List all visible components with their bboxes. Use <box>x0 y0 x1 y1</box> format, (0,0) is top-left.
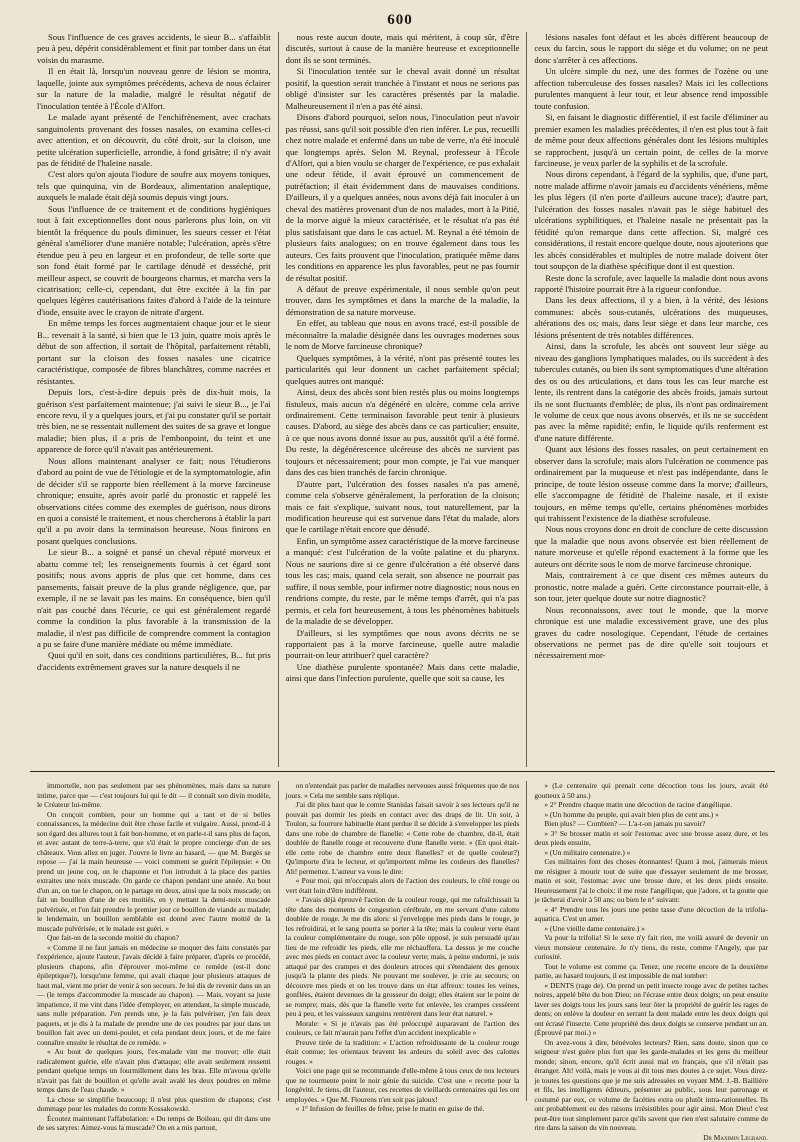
paragraph: A défaut de preuve expérimentale, il nous semble qu'on peut trouver, dans les symptômes et dans la marche de la maladie, la démonstration de sa nature morveuse. <box>286 284 520 318</box>
paragraph: » (Le centenaire qui prenait cette décoction tous les jours, avait été goutteux à 50 ans.) <box>534 781 768 800</box>
paragraph: Mais, contrairement à ce que disent ces mêmes auteurs du pronostic, notre malade a guéri. Cette circonstance pourrait-elle, à son tour, jeter quelque doute sur notre diagnostic? <box>534 570 768 604</box>
paragraph: Le sieur B... a soigné et pansé un cheval réputé morveux et abattu comme tel; les renseignements fournis à cet égard sont positifs; nous avons appris de plus que cet homme, dans ces pansements, faisait preuve de la plus grande négligence, que, par exemple, il ne se lavait pas les mains. En conséquence, bien qu'il n'ait pas couché dans l'écurie, ce qui est généralement regardé comme la condition la plus favorable à la transmission de la maladie, il n'est pas difficile de comprendre comment la contagion a pu se faire d'une manière médiate ou même immédiate. <box>37 547 271 650</box>
paragraph: Dans les deux affections, il y a bien, à la vérité, des lésions communes: abcès sous-cutanés, ulcérations des muqueuses, altérations des os; mais, dans leur siège et dans leur marche, ces lésions présentent de très notables différences. <box>534 295 768 341</box>
paragraph: lésions nasales font défaut et les abcès diffèrent beaucoup de ceux du farcin, sous le rapport du siège et du volume; on ne peut donc s'arrêter à ces affections. <box>534 32 768 66</box>
paragraph: On conçoit combien, pour un homme qui a tant et de si belles connaissances, la médecine doit être chose facile et vulgaire. Aussi, prend-il à son égard des allures tout à fait bon-homme, et en parle-t-il sans plus de façon, et avec autant de terre-à-terre, que s'il était le propre concierge d'un de ses châteaux. Vous allez en juger. J'ouvre le livre au hasard, — que M. Burgès se repose — j'ai la main heureuse — voici comment se guérit l'épilepsie: « On prend un jeune coq, on le chaponne et l'on introduit à la place des parties extraites une noix muscade. On garde ce chapon pendant une année. Au bout d'un an, on tue le chapon, on le partage en deux, ainsi que la noix muscade; on fait un bouillon d'une de ces moitiés, en y mettant la demi-noix muscade pulvérisée, et l'on fait prendre le premier jour ce bouillon de viande au malade; le lendemain, un bouillon semblable est donné avec l'autre moitié de la muscade pulvérisée, et le malade est guéri. » <box>37 810 271 934</box>
page-number: 600 <box>0 12 800 29</box>
paragraph: » 2° Prendre chaque matin une décoction de racine d'angélique. <box>534 800 768 810</box>
paragraph: Voici une page qui se recommande d'elle-même à tous ceux de nos lecteurs que ne tourmente point le noir génie du suicide. C'est une « recette pour la longévité. Je tiens, dit l'auteur, ces recettes de vieillards centenaires qui les ont employées. » Que M. Flourens n'en soit pas jaloux! <box>286 1066 520 1104</box>
main-article-column-1 <box>30 32 278 767</box>
paragraph: Enfin, un symptôme assez caractéristique de la morve farcineuse a manqué: c'est l'ulcération de la voûte palatine et du pharynx. Nous ne saurions dire si ce genre d'ulcération a été observé dans tous les cas; mais, quand cela serait, son absence ne pourrait pas suffire, il nous semble, pour infirmer notre diagnostic; nous nous en rendrions compte, du reste, par le même temps d'arrêt, qui n'a pas permis, et cela fort heureusement, à tous les phénomènes habituels de la maladie de se développer. <box>286 536 520 628</box>
feuilleton-column-3 <box>526 781 775 1101</box>
paragraph: Si l'inoculation tentée sur le cheval avait donné un résultat positif, la question serait tranchée à l'instant et nous ne serions pas obligé d'insister sur les caractères présentés par la maladie. Malheureusement il n'en a pas été ainsi. <box>286 66 520 112</box>
paragraph: » (Un homme du peuple, qui avait bien plus de cent ans.) » <box>534 810 768 820</box>
paragraph: Tout le volume est comme ça. Tenez, une recette encore de la deuxième partie, au hasard toujours, il est impossible de mal tomber: <box>534 962 768 981</box>
paragraph: » (Un militaire centenaire.) » <box>534 848 768 858</box>
paragraph: Ainsi, dans la scrofule, les abcès ont souvent leur siège au niveau des ganglions lymphatiques malades, ou ils succèdent à des tubercules cutanés, ou bien ils sont symptomatiques d'une altération des os ou des articulations, et dans tous les cas leur marche est lente, ils rentrent dans la catégorie des abcès froids, jamais surtout ils ne sont fluctuants d'emblée; de plus, ils n'ont pas ordinairement le volume de ceux que nous avons observés, et ils ne se succèdent pas avec la même rapidité; enfin, le liquide qu'ils renferment est d'une nature différente. <box>534 341 768 444</box>
paragraph: Ces militaires font des choses étonnantes! Quant à moi, j'aimerais mieux me résigner à mourir tout de suite que d'essayer seulement de me brosser, matin et soir, l'estomac avec une brosse dure, et les deux pieds ensuite. Heureusement j'ai le choix: il me reste l'angélique, que j'adore, et la goutte que je tâcherai d'avoir à 50 ans; ou bien le n° suivant: <box>534 857 768 905</box>
paragraph: D'autre part, l'ulcération des fosses nasales n'a pas amené, comme cela s'observe généralement, la perforation de la cloison; mais ce fait s'explique, suivant nous, tout naturellement, par la modification heureuse qui est survenue dans l'état du malade, alors que le cartilage n'était encore que dénudé. <box>286 479 520 536</box>
paragraph: On avez-vous à dire, bénévoles lecteurs? Rien, sans doute, sinon que ce seigneur n'est guère plus fort que les garde-malades et les gens du meilleur monde; sinon, encore, qu'il écrit aussi mal en français, que s'il n'était pas étranger. Ah! voilà, mais je vous ai dit tous mes doutes à ce sujet. Vous direz-je toutes les questions que je me suis adressées en voyant MM. J.-B. Baillière et fils, les intelligents éditeurs, présenter au public, sous leur patronage et costumé par eux, ce volume de facéties extra ou plutôt intra-rationnelles. Ils ont probablement eu des raisons irrésistibles pour agir ainsi. Mon Dieu! c'est peut-être tout simplement parce qu'ils savent que rien n'est salutaire comme de rire dans la saison du vin nouveau. <box>534 1038 768 1133</box>
main-article-column-3 <box>526 32 775 767</box>
paragraph: » 3° Se brosser matin et soir l'estomac avec une brosse assez dure, et les deux pieds ensuite, <box>534 829 768 848</box>
paragraph: Quant aux lésions des fosses nasales, on peut certainement en observer dans la scrofule; mais alors l'ulcération ne commence pas ordinairement par la muqueuse et n'est pas indépendante, dans le principe, de toute lésion osseuse comme dans la morve; d'ailleurs, elle s'accompagne de fétidité de l'haleine nasale, et il existe toujours, en même temps qu'elle, certains phénomènes morbides qui trahissent l'existence de la diathèse scrofuleuse. <box>534 444 768 524</box>
paragraph: Sous l'influence de ces graves accidents, le sieur B... s'affaiblit peu à peu, dépérit considérablement et finit par tomber dans un état voisin du marasme. <box>37 32 271 66</box>
paragraph: » (Une vieille dame centenaire.) » <box>534 924 768 934</box>
author-signature: Dr Maximin Legrand. <box>534 1133 768 1142</box>
paragraph: Depuis lors, c'est-à-dire depuis près de dix-huit mois, la guérison s'est parfaitement maintenue; j'ai suivi le sieur B..., je l'ai encore revu, il y a quelques jours, et j'ai pu constater qu'il se portait très bien, ne se ressentait nullement des suites de sa grave et longue maladie; bien plus, il a pris de l'embonpoint, du teint et une apparence de force qu'il n'avait pas antérieurement. <box>37 387 271 456</box>
paragraph: Nous dirons cependant, à l'égard de la syphilis, que, d'une part, notre malade affirme n'avoir jamais eu d'accidents vénériens, même les plus légers (il n'en porte d'ailleurs aucune trace); d'autre part, l'ulcération des fosses nasales n'avait pas le siège habituel des ulcérations syphilitiques, et l'haleine nasale ne présentait pas la fétidité qu'on remarque dans cette affection. Si, malgré ces considérations, il restait encore quelque doute, nous ajouterions que les abcès considérables et multiples de notre malade doivent ôter tout soupçon de la diathèse spécifique dont il est question. <box>534 169 768 272</box>
paragraph: Nous reconnaissons, avec tout le monde, que la morve chronique est une maladie excessivement grave, une des plus graves du cadre nosologique. Cependant, l'étude de certaines observations ne permet pas de dire qu'elle soit toujours et nécessairement mor- <box>534 605 768 662</box>
feuilleton-column-2 <box>278 781 527 1101</box>
paragraph: Quelques symptômes, à la vérité, n'ont pas présenté toutes les particularités qui leur donnent un cachet parfaitement spécial; quelques autres ont manqué: <box>286 353 520 387</box>
paragraph: Quoi qu'il en soit, dans ces conditions particulières, B... fut pris d'accidents extrêmement graves sur la nature desquels il ne <box>37 650 271 673</box>
paragraph: Va pour la trifolia! Si le sexe n'y fait rien, me voilà assuré de devenir un vieux monsieur centenaire. Je n'y tiens, du reste, comme l'Angely, que par curiosité. <box>534 933 768 962</box>
paragraph: « Comme il ne faut jamais en médecine se moquer des faits constatés par l'expérience, ajoute l'auteur, j'avais décidé à faire préparer, d'après ce procédé, plusieurs chapons, afin d'éprouver moi-même ce remède (est-il donc épileptique?), lorsqu'une femme, qui avait chaque jour plusieurs attaques de haut mal, vient me prier de venir à son secours. Je lui dis de revenir dans un an — (le temps d'accommoder la muscade au chapon). — Mais, voyant sa juste impatience, il me vint dans l'idée d'employer, en attendant, la simple muscade, sans nulle préparation. J'en prends une, je la fais pulvériser, j'en fais deux paquets, et je dis à la malade de prendre une de ces poudres par jour dans un bouillon fait avec un demi-poulet, et cela pendant deux jours, et de me faire connaître ensuite le résultat de ce remède. » <box>37 943 271 1048</box>
paragraph: Bien plus? — Combien? — L'a-t-on jamais pu savoir? <box>534 819 768 829</box>
paragraph: D'ailleurs, si les symptômes que nous avons décrits ne se rapportaient pas à la morve farcineuse, quelle autre maladie pourrait-on leur attribuer? quel caractère? <box>286 628 520 662</box>
feuilleton-separator-rule <box>30 771 775 772</box>
paragraph: Le malade ayant présenté de l'enchifrènement, avec crachats sanguinolents provenant des fosses nasales, on examina celles-ci avec attention, et on découvrit, du côté droit, sur la cloison, une petite ulcération superficielle, arrondie, à fond grisâtre; il n'y avait pas de fétidité de l'haleine nasale. <box>37 112 271 169</box>
paragraph: « 1° Infusion de feuilles de frêne, prise le matin en guise de thé. <box>286 1104 520 1114</box>
paragraph: Écoutez maintenant l'affabulation: « Du temps de Boileau, qui dit dans une de ses satyres: Aimez-vous la muscade? On en a mis partout, <box>37 1114 271 1133</box>
paragraph: Morale: « Si je n'avais pas été préoccupé auparavant de l'action des couleurs, ce fait m'aurait paru l'effet d'un accident inexplicable » <box>286 1019 520 1038</box>
paragraph: nous reste aucun doute, mais qui méritent, à coup sûr, d'être discutés, surtout à cause de la manière heureuse et exceptionnelle dont ils se sont terminés. <box>286 32 520 66</box>
paragraph: Nous nous croyons donc en droit de conclure de cette discussion que la maladie que nous avons observée est bien réellement de nature morveuse et qu'elle répond exactement à la forme que les auteurs ont décrite sous le nom de morve farcineuse chronique. <box>534 524 768 570</box>
paragraph: Disons d'abord pourquoi, selon nous, l'inoculation peut n'avoir pas réussi, sans qu'il soit possible d'en rien inférer. Le pus, recueilli chez notre malade et enfermé dans un tube de verre, n'a été inoculé que longtemps après. Selon M. Reynal, professeur à l'École d'Alfort, qui a bien voulu se charger de l'expérience, ce pus exhalait une odeur fétide, il avait éprouvé un commencement de putréfaction; il était évidemment dans de mauvaises conditions. D'ailleurs, il y a quelques années, nous avons déjà fait inoculer à un cheval des matières provenant d'un de nos malades, mort à la Pitié, de la morve aiguë la mieux caractérisée, et le résultat n'a pas été plus satisfaisant que dans le cas actuel. M. Reynal a été témoin de plusieurs faits analogues; on en trouve également dans tous les auteurs. Ces faits prouvent que l'inoculation, pratiquée même dans les conditions en apparence les plus favorables, peut ne pas fournir de résultat positif. <box>286 112 520 284</box>
paragraph: on n'entendait pas parler de maladies nerveuses aussi fréquentes que de nos jours. » Cela me semble sans réplique. <box>286 781 520 800</box>
paragraph: Si, en faisant le diagnostic différentiel, il est facile d'éliminer au premier examen les maladies précédentes, il n'en est plus tout à fait de même pour deux affections générales dont les lésions multiples se rapprochent, jusqu'à un certain point, de celles de la morve farcineuse, je veux parler de la syphilis et de la scrofule. <box>534 112 768 169</box>
feuilleton <box>30 781 775 1101</box>
paragraph: En effet, au tableau que nous en avons tracé, est-il possible de méconnaître la maladie désignée dans les ouvrages modernes sous le nom de Morve farcineuse chronique? <box>286 318 520 352</box>
paragraph: immortelle, non pas seulement par ses phénomènes, mais dans sa nature intime, parce que — c'est toujours lui qui le dit — il connaît son divin modèle, le Créateur lui-même. <box>37 781 271 810</box>
paragraph: Que fait-on de la seconde moitié du chapon? <box>37 933 271 943</box>
paragraph: J'ai dit plus haut que le comte Stanislas faisait savoir à ses lecteurs qu'il ne pouvait pas dormir les pieds en contact avec des draps de lit. Un soir, à Toulon, sa fourrure habituelle étant perdue il se décide à s'envelopper les pieds dans une robe de chambre de flanelle: « Cette robe de chambre, dit-il, était doublée de flanelle rouge et recouverte d'une flanelle verte. » (En quoi était-elle cette robe de chambre entre deux flanelles? et de quelle couleur?) Qu'importe d'ira le lecteur, et qu'importent même les couleurs des flanelles? Ah! permettez. L'auteur va vous le dire: <box>286 800 520 876</box>
paragraph: En même temps les forces augmentaient chaque jour et le sieur B... revenait à la santé, si bien que le 13 juin, quatre mois après le début de son affection, il sortait de l'hôpital, parfaitement rétabli, portant sur la cloison des fosses nasales une cicatrice caractéristique, composée de fibres blanchâtres, comme nacrées et résistantes. <box>37 318 271 387</box>
paragraph: « Au bout de quelques jours, l'ex-malade vint me trouver; elle était radicalement guérie, elle n'avait plus d'attaque; elle avait seulement ressenti pendant quelque temps un fourmillement dans les bras. Elle m'avoua qu'elle n'avait pas fait de bouillon et qu'elle avait avalé les deux poudres en même temps dans de l'eau chaude. » <box>37 1047 271 1095</box>
paragraph: « J'avais déjà éprouvé l'action de la couleur rouge, qui me rafraîchissait la tête dans des moments de congestion cérébrale, en me servant d'une calotte doublée de rouge. Je me dis alors: si j'enveloppe mes pieds dans le rouge, je les refroidirai, et le sang pourra se porter à la tête; mais la couleur verte étant la couleur complémentaire du rouge, son pôle opposé, je suis persuadé qu'au lieu de me refroidir les pieds, elle me réchauffera. La dessus je me couche avec mes pieds en contact avec la couleur verte; mais, à peine endormi, je suis attaqué par des crampes et des douleurs atroces qui s'étendaient des genoux jusqu'à la plante des pieds. Ne pouvant me soulever, je crie au secours; on découvre mes pieds et on les trouve dans un état affreux: toutes les veines, gonflées, étaient devenues de la grosseur du doigt; elles étaient sur le point de se rompre; mais, dès que la flanelle verte fut enlevée, les crampes cessèrent peu à peu, et les vaisseaux sanguins rentrèrent dans leur état naturel. » <box>286 895 520 1019</box>
paragraph: La chose se simplifie beaucoup; il n'est plus question de chapons; c'est dommage pour les malades du comte Kossakowski. <box>37 1095 271 1114</box>
paragraph: Reste donc la scrofule, avec laquelle la maladie dont nous avons rapporté l'histoire pourrait être à la rigueur confondue. <box>534 273 768 296</box>
paragraph: « 4° Prendre tous les jours une petite tasse d'une décoction de la trifolia-aquatica. C'est un amer. <box>534 905 768 924</box>
paragraph: Il en était là, lorsqu'un nouveau genre de lésion se montra, laquelle, jointe aux symptômes précédents, acheva de nous éclairer sur la nature de la maladie, malgré le résultat négatif de l'inoculation tentée à l'École d'Alfort. <box>37 66 271 112</box>
paragraph: Sous l'influence de ce traitement et de conditions hygiéniques tout à fait exceptionnelles dont nous parlerons plus loin, on vit bientôt la fréquence du pouls diminuer, les sueurs cesser et l'état général s'améliorer d'une manière notable; l'ulcération, après s'être étendue peu à peu en largeur et en profondeur, de telle sorte que son fond était formé par le cartilage dénudé et desséché, prit meilleur aspect, se couvrit de bourgeons charnus, et marcha vers la cicatrisation; celle-ci, cependant, dut être excitée à la fin par quelques légères cautérisations faites d'abord à l'aide de la teinture d'iode, ensuite avec le crayon de nitrate d'argent. <box>37 204 271 319</box>
feuilleton-column-1 <box>30 781 278 1101</box>
paragraph: Une diathèse purulente spontanée? Mais dans cette maladie, ainsi que dans l'infection purulente, quelle que soit sa cause, les <box>286 662 520 685</box>
paragraph: C'est alors qu'on ajouta l'iodure de soufre aux moyens toniques, tels que quinquina, vin de Bordeaux, alimentation analeptique, auxquels le malade était déjà soumis depuis vingt jours. <box>37 169 271 203</box>
paragraph: « Pour moi, qui m'occupais alors de l'action des couleurs, le côté rouge ou vert était loin d'être indifférent. <box>286 876 520 895</box>
paragraph: Un ulcère simple du nez, une des formes de l'ozène ou une affection tuberculeuse des fosses nasales? Mais ici les collections purulentes manquent à leur tour, et leur absence rend impossible toute confusion. <box>534 66 768 112</box>
paragraph: Nous allons maintenant analyser ce fait; nous l'étudierons d'abord au point de vue de l'étiologie et de la symptomatologie, afin de décider s'il se rapporte bien réellement à la morve farcineuse chronique; ensuite, après avoir parlé du pronostic et rappelé les observations citées comme des exemples de guérison, nous dirons en quoi a consisté le traitement, et nous chercherons à établir la part qu'il a pu avoir dans la terminaison heureuse. Nous finirons en posant quelques conclusions. <box>37 456 271 548</box>
paragraph: Ainsi, deux des abcès sont bien restés plus ou moins longtemps fistuleux, mais aucun n'a dégénéré en ulcère, comme cela arrive ordinairement. Cette terminaison favorable peut tenir à plusieurs causes. D'abord, au siège des abcès dans ce cas particulier; ensuite, à ce que nous avons donné issue au pus, aussitôt qu'il a été formé. Du reste, la dégénérescence ulcéreuse des abcès ne survient pas toujours et nécessairement; pour mon compte, je l'ai vue manquer dans des cas bien tranchés de farcin chronique. <box>286 387 520 479</box>
main-article-column-2 <box>278 32 527 767</box>
paragraph: « DENTS (rage de). On prend un petit insecte rouge avec de petites taches noires, appelé bête du bon Dieu; on l'écrase entre deux doigts; on peut ensuite laver ses doigts tous les jours sans leur ôter la propriété de guérir les rages de dents; on enlève la douleur en serrant la dent malade entre les deux doigts qui ont écrasé l'insecte. Cette propriété des deux doigts se conserve pendant un an. (Éprouvé par moi.) » <box>534 981 768 1038</box>
paragraph: Preuve tirée de la tradition: « L'action refroidissante de la couleur rouge était connue; les orientaux bravent les ardeurs du soleil avec des calottes rouges. » <box>286 1038 520 1067</box>
main-article <box>30 32 775 767</box>
